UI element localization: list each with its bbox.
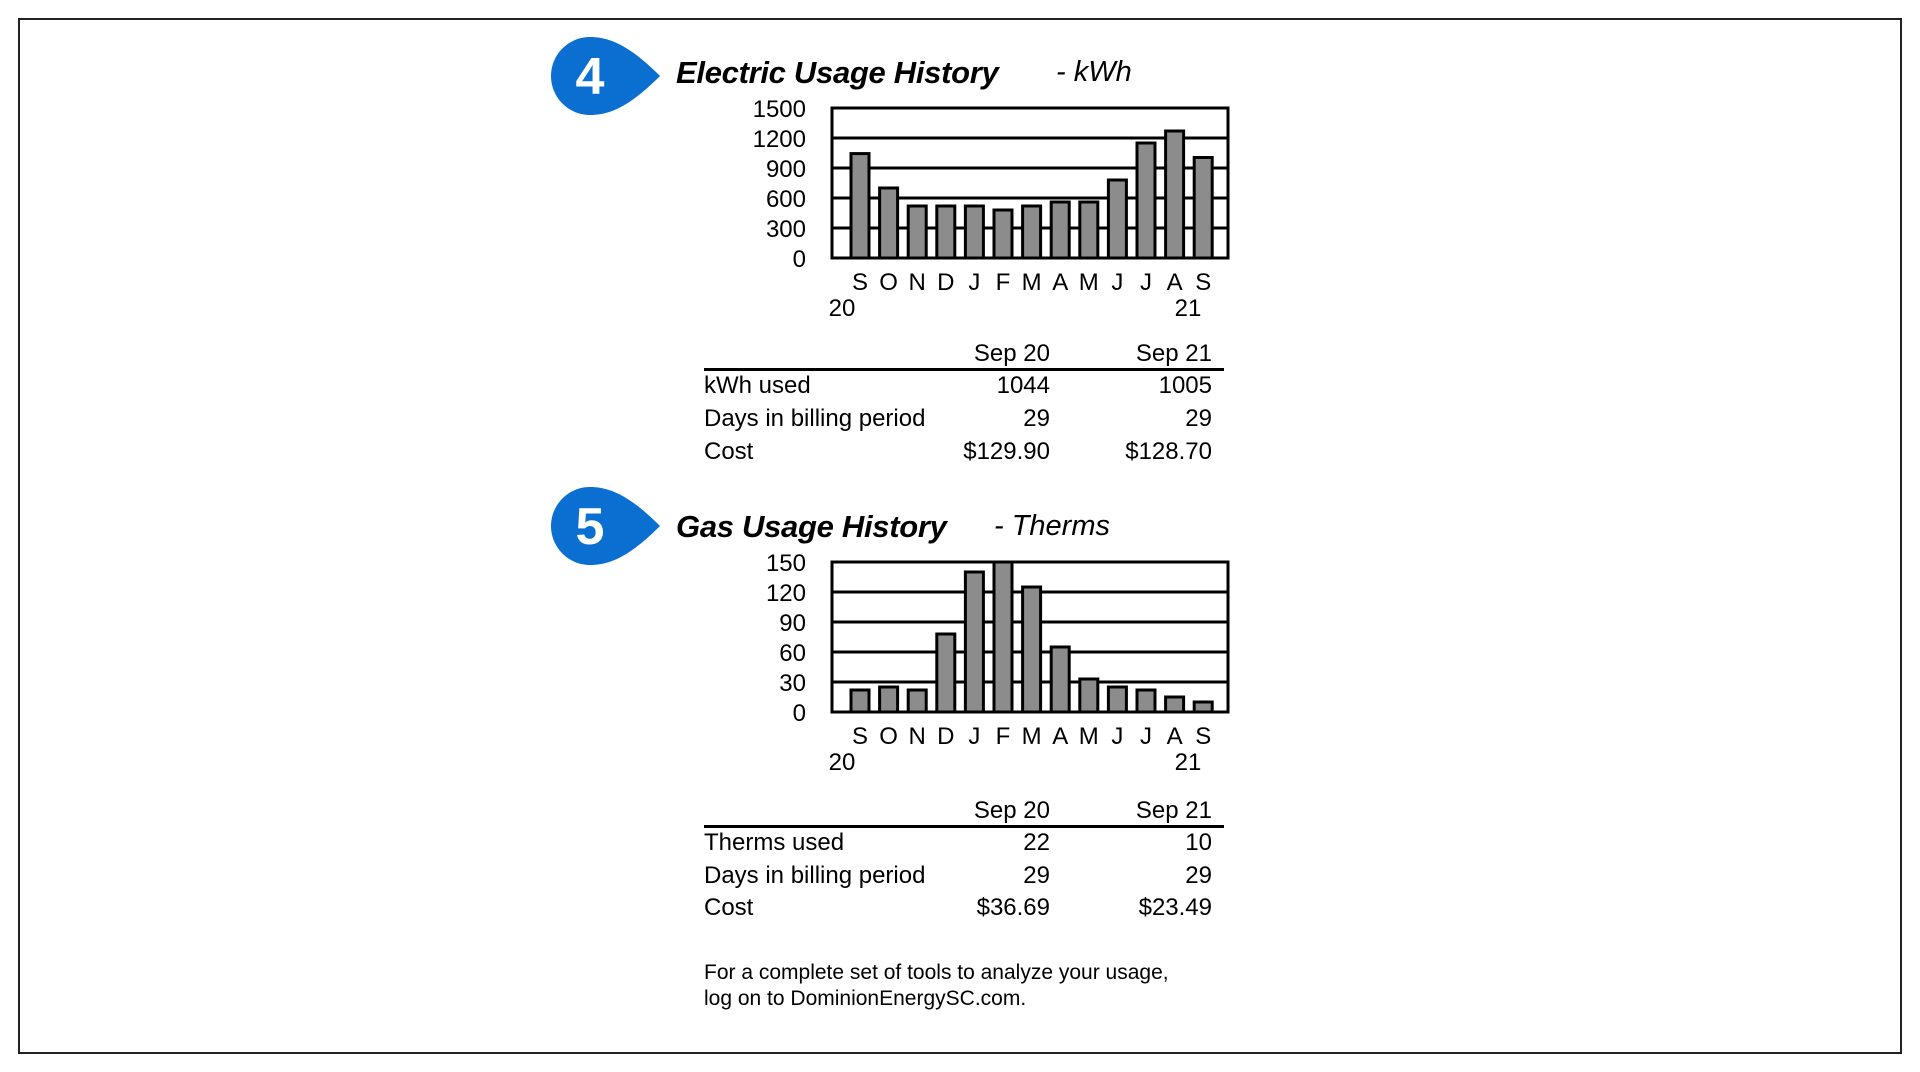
row-value-sep21: 29 — [1185, 862, 1212, 889]
footnote-line-2: log on to DominionEnergySC.com. — [704, 987, 1027, 1010]
row-value-sep21: 29 — [1185, 405, 1212, 432]
x-tick-label: S — [851, 723, 869, 750]
x-tick-label: M — [1021, 723, 1042, 750]
row-label: Cost — [704, 438, 754, 465]
bar — [1166, 697, 1184, 712]
row-label: Days in billing period — [704, 405, 926, 432]
bar — [965, 572, 983, 712]
x-tick-label: A — [1052, 269, 1069, 296]
x-tick-label: S — [1195, 723, 1212, 750]
year-label-start: 20 — [828, 749, 856, 776]
y-tick-label: 300 — [765, 216, 806, 243]
x-tick-label: D — [937, 269, 955, 296]
row-value-sep21: $128.70 — [1125, 438, 1212, 465]
x-tick-label: M — [1021, 269, 1042, 296]
row-value-sep20: 1044 — [996, 372, 1050, 399]
year-label-end: 21 — [1174, 295, 1202, 322]
table-row — [704, 862, 1224, 892]
row-label: kWh used — [704, 372, 811, 399]
footnote-line-1: For a complete set of tools to analyze your usage, — [704, 961, 1169, 984]
electric-title: Electric Usage History — [676, 55, 999, 90]
x-tick-label: D — [937, 723, 955, 750]
y-tick-label: 1500 — [752, 96, 806, 123]
y-tick-label: 90 — [779, 610, 806, 637]
x-tick-label: J — [1111, 269, 1124, 296]
year-label-end: 21 — [1174, 749, 1202, 776]
row-value-sep20: 22 — [1023, 829, 1050, 856]
y-tick-label: 900 — [765, 156, 806, 183]
bar — [1051, 647, 1069, 712]
x-tick-label: M — [1078, 269, 1099, 296]
y-tick-label: 150 — [765, 550, 806, 577]
x-tick-label: J — [1111, 723, 1124, 750]
x-tick-label: A — [1166, 723, 1183, 750]
x-tick-label: O — [879, 269, 898, 296]
table-row — [704, 894, 1224, 924]
x-tick-label: J — [968, 723, 981, 750]
col-header-sep21: Sep 21 — [1135, 340, 1212, 367]
row-label: Cost — [704, 894, 754, 921]
bar — [880, 687, 898, 712]
col-header-sep20: Sep 20 — [973, 797, 1050, 824]
bar — [1023, 587, 1041, 712]
x-tick-label: F — [995, 723, 1011, 750]
row-value-sep20: $129.90 — [963, 438, 1050, 465]
table-divider — [704, 825, 1224, 828]
bar — [937, 634, 955, 712]
bar — [851, 690, 869, 712]
x-tick-label: J — [1140, 723, 1152, 750]
table-header-row — [704, 797, 1224, 827]
row-value-sep21: $23.49 — [1138, 894, 1212, 921]
row-value-sep21: 1005 — [1158, 372, 1212, 399]
y-tick-label: 0 — [792, 246, 806, 273]
row-value-sep20: $36.69 — [976, 894, 1050, 921]
y-tick-label: 600 — [765, 186, 806, 213]
row-value-sep20: 29 — [1023, 862, 1050, 889]
bar — [1108, 687, 1126, 712]
x-tick-label: N — [908, 269, 926, 296]
footnote — [704, 960, 1169, 1012]
x-tick-label: J — [968, 269, 981, 296]
x-tick-label: A — [1166, 269, 1183, 296]
badge-number: 5 — [575, 498, 605, 556]
row-value-sep21: 10 — [1185, 829, 1212, 856]
bar — [908, 690, 926, 712]
electric-unit: - kWh — [1056, 56, 1132, 88]
row-value-sep20: 29 — [1023, 405, 1050, 432]
x-tick-label: J — [1140, 269, 1152, 296]
x-tick-label: M — [1078, 723, 1099, 750]
x-tick-label: A — [1052, 723, 1069, 750]
col-header-sep21: Sep 21 — [1135, 797, 1212, 824]
badge-number: 4 — [575, 48, 605, 106]
gas-unit: - Therms — [994, 510, 1110, 542]
x-tick-label: N — [908, 723, 926, 750]
y-tick-label: 0 — [792, 700, 806, 727]
y-tick-label: 30 — [779, 670, 806, 697]
y-tick-label: 60 — [779, 640, 806, 667]
x-tick-label: S — [851, 269, 869, 296]
row-label: Therms used — [704, 829, 845, 856]
gas-title: Gas Usage History — [676, 509, 947, 544]
bar — [1080, 679, 1098, 712]
x-tick-label: S — [1195, 269, 1212, 296]
table-row — [704, 829, 1224, 859]
x-tick-label: O — [879, 723, 898, 750]
row-label: Days in billing period — [704, 862, 926, 889]
y-tick-label: 120 — [765, 580, 806, 607]
col-header-sep20: Sep 20 — [973, 340, 1050, 367]
bar — [1137, 690, 1155, 712]
x-tick-label: F — [995, 269, 1011, 296]
y-tick-label: 1200 — [752, 126, 806, 153]
year-label-start: 20 — [828, 295, 856, 322]
bar — [994, 562, 1012, 712]
